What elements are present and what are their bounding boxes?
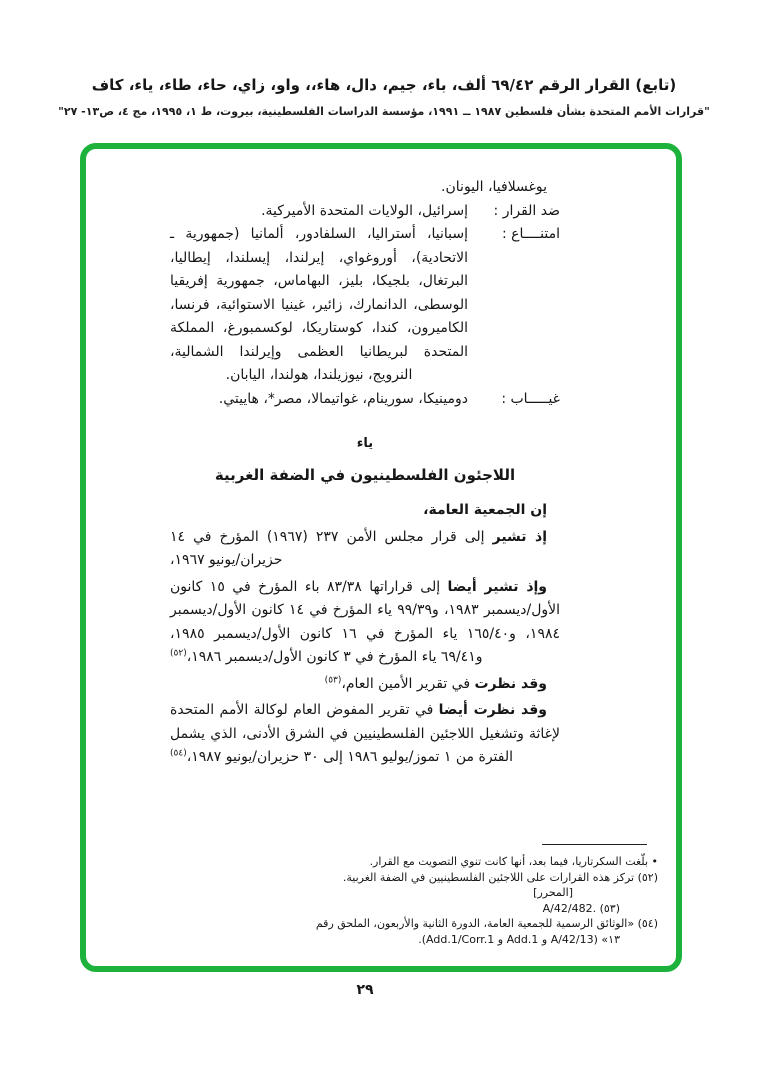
footnote-52: (٥٢) تركز هذه القرارات على اللاجئين الفلسطينيين في الضفة الغربية.	[342, 870, 658, 884]
paragraph-lead: وقد نظرت أيضا	[438, 702, 547, 718]
paragraph-text: في تقرير الأمين العام،	[341, 675, 475, 692]
green-frame	[80, 143, 682, 972]
page-number: ٢٩	[356, 982, 374, 998]
footnote-52-editor-note: [المحرر]	[533, 886, 573, 899]
paragraph-text: إلى قرار مجلس الأمن ٢٣٧ (١٩٦٧) المؤرخ في ١٤ حزيران/يونيو ١٩٦٧،	[170, 528, 493, 568]
vote-row-against	[170, 200, 560, 224]
footnote-ref-54: (٥٤)	[170, 748, 187, 759]
vote-row-abstain	[170, 223, 560, 388]
resolution-header-title: (تابع) القرار الرقم ٦٩/٤٢ ألف، باء، جيم، دال، هاء،، واو، زاي، حاء، طاء، ياء، كاف	[91, 76, 677, 94]
footnote-ref-53: (٥٣)	[324, 674, 342, 685]
vote-list-continuation: يوغسلافيا، اليونان.	[441, 179, 547, 195]
paragraph-text: إلى قراراتها ٨٣/٣٨ باء المؤرخ في ١٥ كانون الأول/ديسمبر ١٩٨٣، و٩٩/٣٩ ياء المؤرخ في ١٤ كانون الأول/ديسمبر ١٩٨٤، و١٦٥/٤٠ ياء المؤرخ في ١٦ كانون الأول/ديسمبر ١٩٨٥، و٦٩/٤١ ياء المؤرخ في ٣ كانون الأول/ديسمبر ١٩٨٦،	[170, 578, 561, 665]
footnote-53: (٥٣) ‎A/42/482.‎	[542, 901, 620, 915]
vote-label-abstain: امتنــــاع :	[501, 226, 560, 242]
footnote-54-line1: (٥٤) «الوثائق الرسمية للجمعية العامة، الدورة الثانية والأربعون، الملحق رقم	[315, 917, 658, 930]
paragraph-lead: إذ تشير	[492, 528, 547, 545]
paragraph-text: في تقرير المفوض العام لوكالة الأمم المتحدة لإغاثة وتشغيل اللاجئين الفلسطينيين في الشرق الأدنى، الذي يشمل الفترة من ١ تموز/يوليو ١٩٨٦ إلى ٣٠ حزيران/يونيو ١٩٨٧،	[170, 702, 560, 765]
vote-text-absent: دومينيكا، سورينام، غواتيمالا، مصر*، هاييتي.	[218, 390, 468, 407]
footnote-separator	[542, 844, 647, 845]
paragraph-lead: وقد نظرت	[474, 675, 547, 692]
section-letter: ياء	[356, 436, 374, 451]
footnote-asterisk: • بلّغت السكرتاريا، فيما بعد، أنها كانت تنوي التصويت مع القرار.	[369, 855, 658, 868]
vote-label-against: ضد القرار :	[493, 202, 560, 219]
paragraph-lead: وإذ تشير أيضا	[447, 578, 548, 595]
preamble-paragraph-considered	[170, 673, 560, 697]
vote-text-abstain: إسبانيا، أستراليا، السلفادور، ألمانيا (جمهورية ـ الاتحادية)، أوروغواي، إيرلندا، إيسلندا، إيطاليا، البرتغال، بلجيكا، بليز، البهاماس، جمهورية إفريقيا الوسطى، الدانمارك، زائير، غينيا الاستوائية، فرنسا، الكاميرون، كندا، كوستاريكا، لوكسمبورغ، المملكة المتحدة لبريطانيا العظمى وإيرلندا الشمالية، النرويج، نيوزيلندا، هولندا، اليابان.	[170, 226, 468, 383]
footnote-ref-52: (٥٢)	[170, 648, 187, 659]
preamble-paragraph-recalling-also	[170, 576, 560, 670]
section-title: اللاجئون الفلسطينيون في الضفة الغربية	[214, 465, 516, 484]
vote-row-absent	[170, 388, 560, 412]
preamble-opening-text: إن الجمعية العامة،	[423, 502, 547, 518]
footnote-block	[293, 844, 658, 947]
preamble-paragraph-considered-also	[170, 699, 560, 770]
vote-text-against: إسرائيل، الولايات المتحدة الأميركية.	[261, 202, 468, 219]
preamble-paragraph-recalling	[170, 526, 560, 573]
footnote-54-line2: ١٣» (A/42/13 و Add.1 و Add.1/Corr.1).	[418, 932, 620, 946]
preamble-opening	[170, 499, 560, 523]
vote-label-absent: غيـــــاب :	[501, 390, 560, 407]
source-citation-line: "قرارات الأمم المتحدة بشأن فلسطين ١٩٨٧ ــ ١٩٩١، مؤسسة الدراسات الفلسطينية، بيروت، ط ١، ١٩٩٥، مج ٤، ص١٣- ٢٧"	[58, 105, 710, 118]
